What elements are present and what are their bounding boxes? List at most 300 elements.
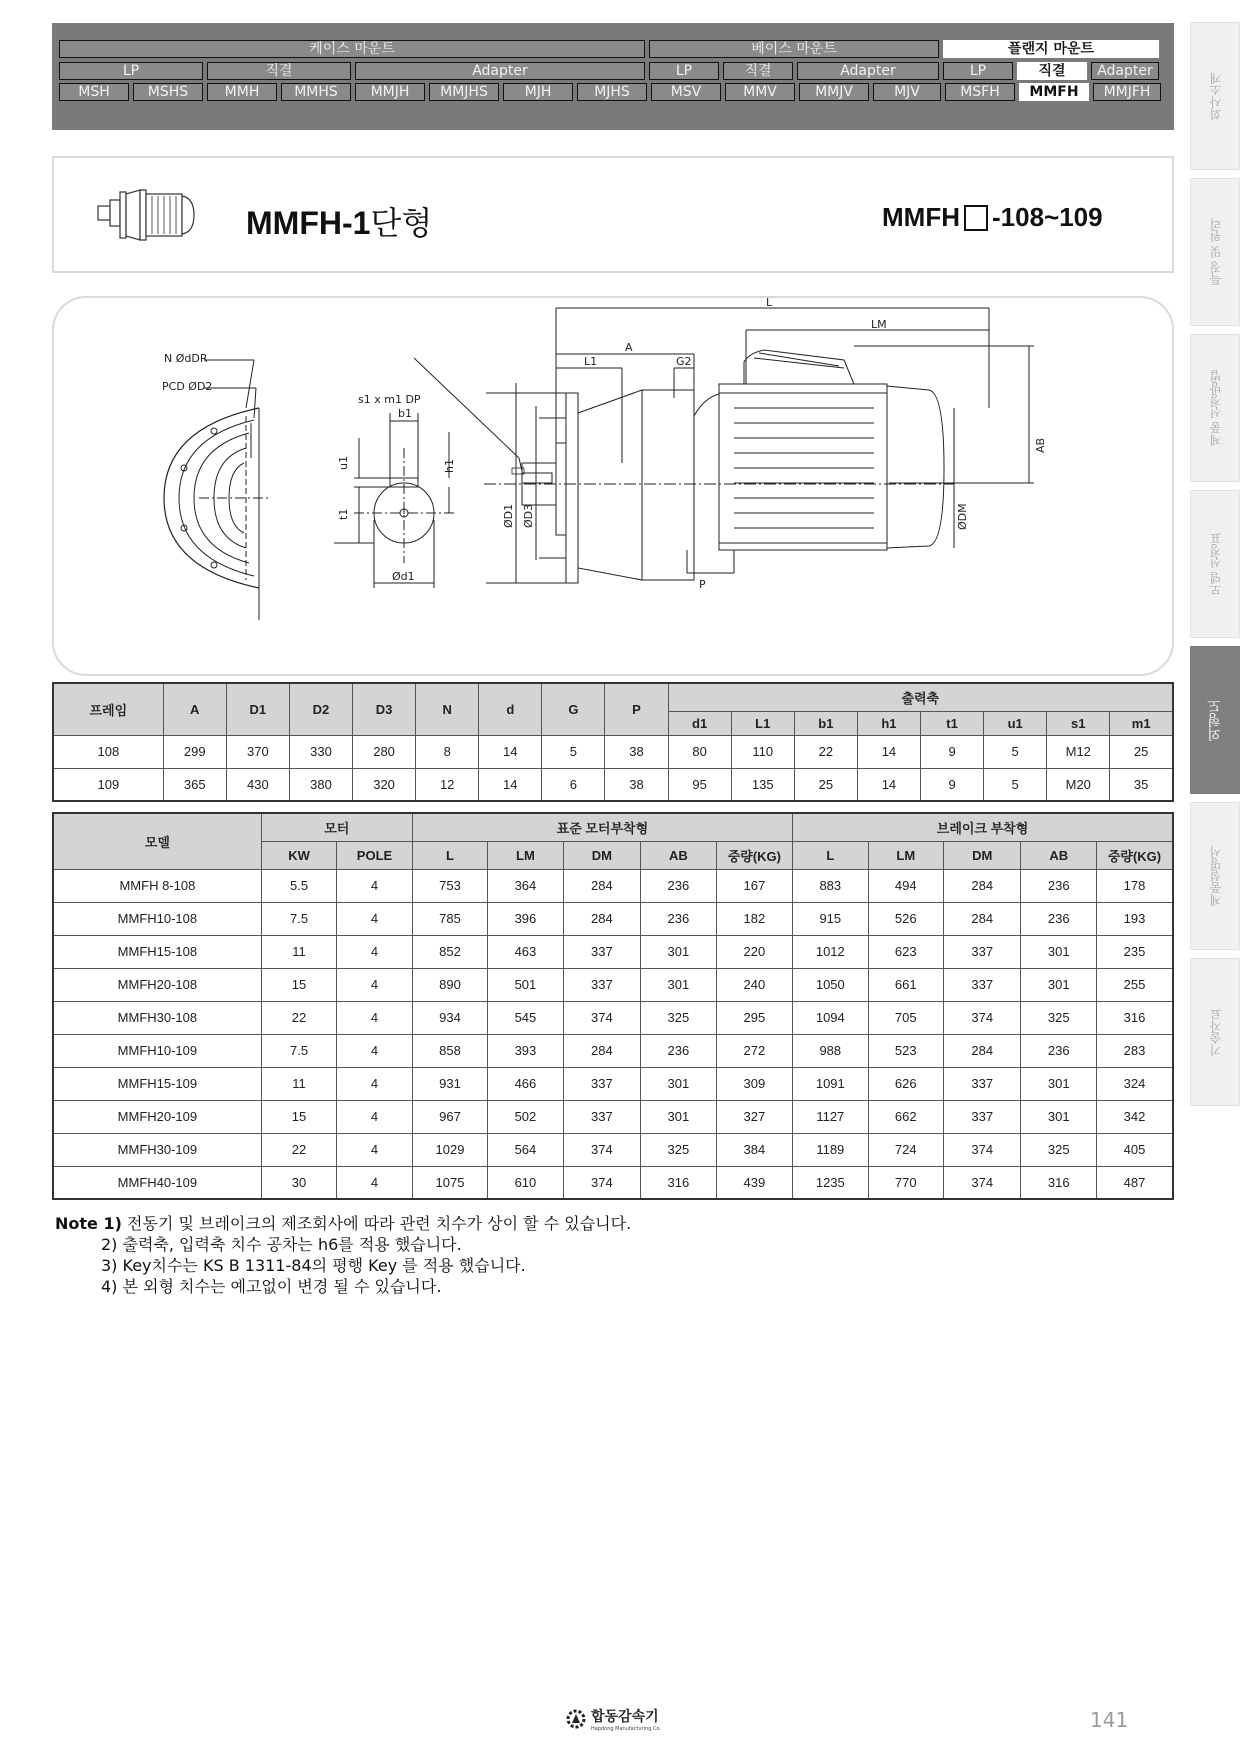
nav-type-lp[interactable]: LP: [943, 62, 1013, 80]
cell: 1094: [793, 1001, 868, 1034]
nav-model-mjh[interactable]: MJH: [503, 83, 573, 101]
mount-type-navigation: [52, 23, 1174, 130]
cell: 374: [944, 1133, 1021, 1166]
cell: 301: [641, 935, 716, 968]
table-row: [53, 902, 1173, 935]
nav-model-msv[interactable]: MSV: [651, 83, 721, 101]
cell: 11: [261, 1067, 336, 1100]
cell: 284: [944, 902, 1021, 935]
page-title-model: MMFH-1: [246, 205, 371, 241]
cell: 4: [337, 1133, 412, 1166]
side-tab-label: 외형도: [1207, 699, 1223, 741]
col-header-shaft-t1: t1: [921, 711, 984, 735]
model-title-box: [52, 156, 1174, 273]
cell: 4: [337, 902, 412, 935]
nav-case-mount[interactable]: 케이스 마운트: [59, 40, 645, 58]
table-row: [53, 1067, 1173, 1100]
cell: 4: [337, 869, 412, 902]
col-header-kw: KW: [261, 841, 336, 869]
cell: 14: [857, 735, 920, 768]
cell: 7.5: [261, 1034, 336, 1067]
table-row: [53, 1133, 1173, 1166]
cell: 931: [412, 1067, 487, 1100]
cell: 38: [605, 768, 668, 801]
cell: 255: [1096, 968, 1173, 1001]
label-l1: L1: [584, 355, 598, 368]
cell: 325: [641, 1133, 716, 1166]
nav-type-adapter[interactable]: Adapter: [355, 62, 645, 80]
cell: 623: [868, 935, 943, 968]
page-number: 141: [1090, 1708, 1129, 1732]
cell: 915: [793, 902, 868, 935]
cell: 299: [163, 735, 226, 768]
side-tab-label: 특징 및 원리: [1208, 218, 1223, 286]
cell: 374: [944, 1166, 1021, 1199]
model-name-cell: MMFH10-108: [53, 902, 261, 935]
table-row: [53, 1100, 1173, 1133]
cell: 9: [921, 768, 984, 801]
label-h1: h1: [443, 459, 456, 473]
label-pcd: PCD ØD2: [162, 380, 213, 393]
side-tab-label: 제품 선정방법: [1208, 370, 1223, 446]
label-ab: AB: [1034, 437, 1047, 453]
model-name-cell: MMFH30-108: [53, 1001, 261, 1034]
cell: 14: [479, 768, 542, 801]
side-tab-label: 모델 선정표: [1208, 532, 1223, 596]
cell: 661: [868, 968, 943, 1001]
col-header-brake-weight: 중량(KG): [1096, 841, 1173, 869]
cell: 405: [1096, 1133, 1173, 1166]
col-header-brake-dm: DM: [944, 841, 1021, 869]
cell: 753: [412, 869, 487, 902]
cell: 890: [412, 968, 487, 1001]
cell: 178: [1096, 869, 1173, 902]
cell: 135: [731, 768, 794, 801]
cell: 466: [488, 1067, 563, 1100]
cell: 396: [488, 902, 563, 935]
note-4: 4) 본 외형 치수는 예고없이 변경 될 수 있습니다.: [101, 1277, 442, 1296]
cell: 370: [226, 735, 289, 768]
cell: 1050: [793, 968, 868, 1001]
nav-model-mmhs[interactable]: MMHS: [281, 83, 351, 101]
cell: 15: [261, 968, 336, 1001]
col-header-d3: D3: [353, 683, 416, 735]
cell: 240: [716, 968, 792, 1001]
cell: 316: [1096, 1001, 1173, 1034]
cell: 236: [641, 902, 716, 935]
nav-model-mmjfh[interactable]: MMJFH: [1093, 83, 1161, 101]
table-row: [53, 869, 1173, 902]
col-header-shaft-u1: u1: [984, 711, 1047, 735]
cell: 7.5: [261, 902, 336, 935]
cell: 301: [641, 1067, 716, 1100]
label-l: L: [766, 298, 773, 309]
cell: 934: [412, 1001, 487, 1034]
col-header-a: A: [163, 683, 226, 735]
cell: 337: [563, 935, 640, 968]
cell: 301: [1021, 1067, 1096, 1100]
nav-base-mount[interactable]: 베이스 마운트: [649, 40, 939, 58]
side-tab-company[interactable]: [1190, 22, 1240, 170]
cell: 337: [944, 1067, 1021, 1100]
col-header-shaft-l1: L1: [731, 711, 794, 735]
label-lm: LM: [871, 318, 887, 331]
label-p: P: [699, 578, 706, 591]
cell: 272: [716, 1034, 792, 1067]
side-tab-selection-method[interactable]: [1190, 334, 1240, 482]
col-header-shaft-h1: h1: [857, 711, 920, 735]
nav-model-mshs[interactable]: MSHS: [133, 83, 203, 101]
cell: 430: [226, 768, 289, 801]
cell: 4: [337, 1001, 412, 1034]
nav-model-mmh[interactable]: MMH: [207, 83, 277, 101]
col-header-shaft-m1: m1: [1110, 711, 1173, 735]
col-header-std-weight: 중량(KG): [716, 841, 792, 869]
cell: 1189: [793, 1133, 868, 1166]
nav-type-adapter[interactable]: Adapter: [1091, 62, 1159, 80]
col-group-motor: 모터: [261, 813, 412, 841]
cell: 95: [668, 768, 731, 801]
cell: 25: [1110, 735, 1173, 768]
col-header-d2: D2: [289, 683, 352, 735]
note-1-text: 전동기 및 브레이크의 제조회사에 따라 관련 치수가 상이 할 수 있습니다.: [127, 1214, 632, 1233]
table-row: [53, 1001, 1173, 1034]
col-header-d1: D1: [226, 683, 289, 735]
cell: 6: [542, 768, 605, 801]
col-header-p: P: [605, 683, 668, 735]
col-header-std-dm: DM: [563, 841, 640, 869]
table-row: [53, 1166, 1173, 1199]
label-keyway-tap: s1 x m1 DP: [358, 393, 421, 406]
cell: 374: [563, 1133, 640, 1166]
cell: 610: [488, 1166, 563, 1199]
col-group-brake-motor: 브레이크 부착형: [793, 813, 1173, 841]
label-t1: t1: [337, 508, 350, 520]
cell: 4: [337, 1034, 412, 1067]
col-group-output-shaft: 출력축: [668, 683, 1173, 711]
cell: 4: [337, 968, 412, 1001]
cell: 35: [1110, 768, 1173, 801]
model-name-cell: MMFH20-109: [53, 1100, 261, 1133]
cell: 301: [641, 968, 716, 1001]
table-row: [53, 1034, 1173, 1067]
cell: 1012: [793, 935, 868, 968]
flange-front-view: [164, 360, 269, 620]
cell: 337: [944, 935, 1021, 968]
cell: 301: [1021, 968, 1096, 1001]
col-header-std-l: L: [412, 841, 487, 869]
side-tab-features[interactable]: [1190, 178, 1240, 326]
table-row: [53, 735, 1173, 768]
series-range-label: [882, 202, 1103, 233]
nav-model-mmjh[interactable]: MMJH: [355, 83, 425, 101]
cell: 330: [289, 735, 352, 768]
cell: 988: [793, 1034, 868, 1067]
col-header-brake-ab: AB: [1021, 841, 1096, 869]
cell: 280: [353, 735, 416, 768]
cell: 12: [416, 768, 479, 801]
frame-dimension-table: [52, 682, 1174, 802]
cell: 439: [716, 1166, 792, 1199]
cell: 38: [605, 735, 668, 768]
cell: 284: [944, 1034, 1021, 1067]
cell: 705: [868, 1001, 943, 1034]
cell: 364: [488, 869, 563, 902]
label-a: A: [625, 341, 633, 354]
cell: 380: [289, 768, 352, 801]
col-group-standard-motor: 표준 모터부착형: [412, 813, 792, 841]
cell: 236: [641, 869, 716, 902]
model-name-cell: MMFH20-108: [53, 968, 261, 1001]
cell: 337: [563, 1067, 640, 1100]
cell: 967: [412, 1100, 487, 1133]
cell: 4: [337, 1100, 412, 1133]
model-name-cell: MMFH10-109: [53, 1034, 261, 1067]
gear-logo-icon: [565, 1708, 587, 1730]
side-tab-label: 기술자료: [1208, 1008, 1223, 1056]
gear-motor-thumbnail-icon: [96, 186, 198, 244]
model-name-cell: MMFH40-109: [53, 1166, 261, 1199]
model-name-cell: MMFH30-109: [53, 1133, 261, 1166]
col-header-frame: 프레임: [53, 683, 163, 735]
nav-model-mmjhs[interactable]: MMJHS: [429, 83, 499, 101]
cell: 5: [984, 735, 1047, 768]
cell: 14: [479, 735, 542, 768]
cell: 4: [337, 1067, 412, 1100]
cell: 374: [563, 1001, 640, 1034]
cell: 5: [984, 768, 1047, 801]
cell: 309: [716, 1067, 792, 1100]
col-header-n: N: [416, 683, 479, 735]
cell: 374: [944, 1001, 1021, 1034]
nav-type-direct[interactable]: 직결: [207, 62, 351, 80]
cell: 182: [716, 902, 792, 935]
model-name-cell: MMFH15-109: [53, 1067, 261, 1100]
cell: 545: [488, 1001, 563, 1034]
cell: 8: [416, 735, 479, 768]
cell: 365: [163, 768, 226, 801]
label-dm: ØDM: [956, 503, 969, 530]
col-header-pole: POLE: [337, 841, 412, 869]
label-b1: b1: [398, 407, 412, 420]
cell: 9: [921, 735, 984, 768]
cell: 384: [716, 1133, 792, 1166]
cell: 325: [641, 1001, 716, 1034]
cell: 1091: [793, 1067, 868, 1100]
side-tab-dimensions[interactable]: [1190, 646, 1240, 794]
cell: 1127: [793, 1100, 868, 1133]
page-title-suffix: 단형: [370, 205, 433, 241]
col-header-brake-lm: LM: [868, 841, 943, 869]
note-2: 2) 출력축, 입력축 치수 공차는 h6를 적용 했습니다.: [101, 1235, 462, 1254]
cell: 301: [641, 1100, 716, 1133]
nav-flange-mount[interactable]: 플랜지 마운트: [943, 40, 1159, 58]
cell: 5: [542, 735, 605, 768]
label-d3: ØD3: [522, 503, 535, 528]
nav-model-mmv[interactable]: MMV: [725, 83, 795, 101]
cell: 193: [1096, 902, 1173, 935]
cell: 22: [261, 1133, 336, 1166]
col-header-model: 모델: [53, 813, 261, 869]
cell: 301: [1021, 935, 1096, 968]
model-table-body: [53, 869, 1173, 1199]
cell: 662: [868, 1100, 943, 1133]
cell: 4: [337, 935, 412, 968]
cell: 883: [793, 869, 868, 902]
model-dimension-table: [52, 812, 1174, 1200]
side-tab-label: 제품설명서: [1208, 846, 1223, 906]
cell: 109: [53, 768, 163, 801]
cell: 236: [1021, 869, 1096, 902]
cell: 337: [944, 1100, 1021, 1133]
nav-row-mount: [59, 40, 1159, 58]
nav-type-direct[interactable]: 직결: [1017, 62, 1087, 80]
cell: 283: [1096, 1034, 1173, 1067]
cell: 564: [488, 1133, 563, 1166]
nav-model-msh[interactable]: MSH: [59, 83, 129, 101]
col-header-shaft-d1: d1: [668, 711, 731, 735]
cell: 325: [1021, 1133, 1096, 1166]
cell: 110: [731, 735, 794, 768]
side-tab-model-selection[interactable]: [1190, 490, 1240, 638]
cell: 108: [53, 735, 163, 768]
nav-model-msfh[interactable]: MSFH: [945, 83, 1015, 101]
table-row: [53, 968, 1173, 1001]
shaft-end-view: [334, 413, 454, 588]
dimension-drawing-panel: [52, 296, 1174, 676]
cell: 316: [641, 1166, 716, 1199]
col-header-std-ab: AB: [641, 841, 716, 869]
cell: 501: [488, 968, 563, 1001]
cell: 324: [1096, 1067, 1173, 1100]
notes: [55, 1213, 631, 1297]
nav-row-type: [59, 62, 1159, 80]
col-header-g: G: [542, 683, 605, 735]
cell: 523: [868, 1034, 943, 1067]
table-row: [53, 768, 1173, 801]
company-name: 합동감속기: [591, 1709, 659, 1725]
col-header-shaft-s1: s1: [1047, 711, 1110, 735]
cell: 5.5: [261, 869, 336, 902]
cell: 342: [1096, 1100, 1173, 1133]
cell: 858: [412, 1034, 487, 1067]
reduction-ratio-placeholder-box: [964, 205, 988, 231]
col-header-shaft-b1: b1: [794, 711, 857, 735]
cell: 852: [412, 935, 487, 968]
cell: 1075: [412, 1166, 487, 1199]
cell: 1235: [793, 1166, 868, 1199]
cell: 22: [261, 1001, 336, 1034]
nav-type-lp[interactable]: LP: [649, 62, 719, 80]
cell: 236: [1021, 1034, 1096, 1067]
cell: 15: [261, 1100, 336, 1133]
cell: 337: [944, 968, 1021, 1001]
col-header-d: d: [479, 683, 542, 735]
company-name-english: Hapdong Manufacturing Co.: [591, 1726, 662, 1732]
gear-motor-side-view: [414, 308, 1034, 583]
cell: 626: [868, 1067, 943, 1100]
cell: 167: [716, 869, 792, 902]
series-suffix: -108~109: [991, 202, 1103, 232]
cell: 374: [563, 1166, 640, 1199]
model-name-cell: MMFH15-108: [53, 935, 261, 968]
cell: M20: [1047, 768, 1110, 801]
cell: 295: [716, 1001, 792, 1034]
nav-type-lp[interactable]: LP: [59, 62, 203, 80]
cell: 320: [353, 768, 416, 801]
cell: 14: [857, 768, 920, 801]
nav-model-mjv[interactable]: MJV: [873, 83, 941, 101]
nav-model-mmjv[interactable]: MMJV: [799, 83, 869, 101]
cell: 284: [944, 869, 1021, 902]
model-name-cell: MMFH 8-108: [53, 869, 261, 902]
col-header-std-lm: LM: [488, 841, 563, 869]
cell: 724: [868, 1133, 943, 1166]
nav-type-direct[interactable]: 직결: [723, 62, 793, 80]
cell: 22: [794, 735, 857, 768]
cell: 526: [868, 902, 943, 935]
company-logo: [565, 1706, 661, 1732]
cell: M12: [1047, 735, 1110, 768]
side-tab-label: 회사소개: [1208, 72, 1223, 120]
cell: 25: [794, 768, 857, 801]
cell: 284: [563, 1034, 640, 1067]
nav-model-mmfh[interactable]: MMFH: [1019, 83, 1089, 101]
col-header-brake-l: L: [793, 841, 868, 869]
cell: 30: [261, 1166, 336, 1199]
cell: 284: [563, 869, 640, 902]
cell: 284: [563, 902, 640, 935]
series-prefix: MMFH: [882, 202, 960, 232]
label-d1: Ød1: [392, 570, 415, 583]
cell: 220: [716, 935, 792, 968]
cell: 337: [563, 968, 640, 1001]
dimension-drawing: [54, 298, 1176, 678]
cell: 494: [868, 869, 943, 902]
cell: 316: [1021, 1166, 1096, 1199]
page-title: [246, 198, 432, 244]
cell: 301: [1021, 1100, 1096, 1133]
nav-row-model: [59, 83, 1161, 101]
cell: 327: [716, 1100, 792, 1133]
label-d1-flange: ØD1: [502, 503, 515, 528]
cell: 337: [563, 1100, 640, 1133]
cell: 325: [1021, 1001, 1096, 1034]
cell: 487: [1096, 1166, 1173, 1199]
note-1: Note 1) 전동기 및 브레이크의 제조회사에 따라 관련 치수가 상이 할 수 있습니다.: [55, 1214, 632, 1233]
nav-type-adapter[interactable]: Adapter: [797, 62, 939, 80]
table-row: [53, 935, 1173, 968]
cell: 80: [668, 735, 731, 768]
nav-model-mjhs[interactable]: MJHS: [577, 83, 647, 101]
cell: 11: [261, 935, 336, 968]
label-g2: G2: [676, 355, 692, 368]
cell: 502: [488, 1100, 563, 1133]
label-u1: u1: [337, 456, 350, 470]
side-tab-manual[interactable]: [1190, 802, 1240, 950]
cell: 236: [641, 1034, 716, 1067]
cell: 785: [412, 902, 487, 935]
cell: 463: [488, 935, 563, 968]
cell: 770: [868, 1166, 943, 1199]
note-3: 3) Key치수는 KS B 1311-84의 평행 Key 를 적용 했습니다.: [101, 1256, 526, 1275]
cell: 393: [488, 1034, 563, 1067]
cell: 4: [337, 1166, 412, 1199]
cell: 236: [1021, 902, 1096, 935]
label-n-bolt-holes: N ØdDR: [164, 352, 208, 365]
cell: 1029: [412, 1133, 487, 1166]
side-tab-technical-data[interactable]: [1190, 958, 1240, 1106]
